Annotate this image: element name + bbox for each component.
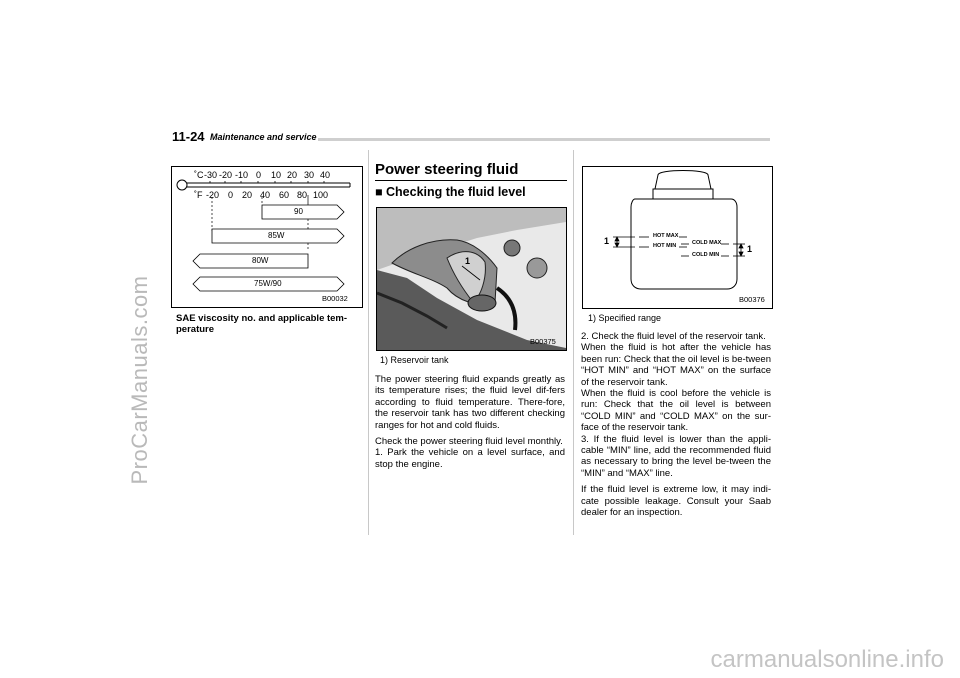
column-divider-1 (368, 150, 369, 535)
engine-bay-figure (376, 207, 567, 351)
celsius-unit: ˚C (194, 170, 204, 180)
celsius-tick: 10 (271, 170, 282, 180)
paragraph: 3. If the fluid level is lower than the appli-cable “MIN” line, add the recommended fluid as necessary to bring the level be-tween the “MIN” and “MAX” line. (581, 433, 771, 479)
subsection-title: ■ Checking the fluid level (375, 185, 526, 199)
title-rule (375, 180, 567, 181)
fahrenheit-tick: 100 (313, 190, 329, 200)
paragraph: 1. Park the vehicle on a level surface, and stop the engine. (375, 447, 565, 470)
fahrenheit-unit: ˚F (194, 190, 203, 200)
paragraph: 2. Check the fluid level of the reservoir tank. (581, 331, 766, 342)
column-divider-2 (573, 150, 574, 535)
header-rule (318, 138, 770, 141)
chart-caption: SAE viscosity no. and applicable tem-perature (176, 313, 348, 335)
paragraph: If the fluid level is extreme low, it may indi-cate possible leakage. Consult your Saab dealer for an inspection. (581, 484, 771, 519)
celsius-tick: -10 (235, 170, 249, 180)
paragraph: When the fluid is hot after the vehicle has been run: Check that the oil level is be-tween “HOT MIN” and “HOT MAX” on the surface of the reservoir tank. (581, 342, 771, 388)
celsius-tick: 0 (256, 170, 262, 180)
paragraph: When the fluid is cool before the vehicle is run: Check that the oil level is between “COLD MIN” and “COLD MAX” on the sur-face of the reservoir tank. (581, 388, 771, 434)
fahrenheit-tick: 80 (297, 190, 308, 200)
section-header: Maintenance and service (210, 132, 317, 142)
cold-min-label: COLD MIN (692, 252, 720, 258)
cold-max-label: COLD MAX (692, 240, 722, 246)
section-title: Power steering fluid (375, 161, 519, 178)
callout-1: 1 (465, 256, 471, 266)
paragraph: Check the power steering fluid level monthly. (375, 436, 563, 448)
page-number: 11-24 (172, 129, 205, 144)
celsius-tick: 30 (304, 170, 315, 180)
bottom-watermark: carmanualsonline.info (710, 646, 944, 673)
fahrenheit-tick: 20 (242, 190, 253, 200)
hot-max-label: HOT MAX (653, 233, 679, 239)
grade-label-85w: 85W (268, 231, 285, 240)
celsius-tick: -20 (219, 170, 233, 180)
celsius-tick: -30 (204, 170, 218, 180)
figure-legend: 1) Reservoir tank (380, 355, 449, 365)
right-body-text (581, 331, 771, 524)
viscosity-chart (171, 166, 363, 308)
middle-body-text (375, 374, 565, 475)
figure-code: B00032 (322, 294, 348, 303)
grade-label-90: 90 (294, 207, 303, 216)
callout-left: 1 (604, 236, 610, 246)
figure-code: B00376 (739, 295, 765, 304)
grade-label-80w: 80W (252, 256, 269, 265)
reservoir-tank-figure (582, 166, 773, 309)
grade-label-75w90: 75W/90 (254, 279, 282, 288)
fahrenheit-tick: -20 (206, 190, 220, 200)
figure-legend: 1) Specified range (588, 313, 662, 323)
hot-min-label: HOT MIN (653, 243, 677, 249)
side-watermark: ProCarManuals.com (127, 275, 152, 485)
callout-right: 1 (747, 244, 753, 254)
fahrenheit-tick: 0 (228, 190, 234, 200)
celsius-tick: 20 (287, 170, 298, 180)
fahrenheit-tick: 60 (279, 190, 290, 200)
figure-code: B00375 (530, 337, 556, 346)
paragraph: The power steering fluid expands greatly as its temperature rises; the fluid level dif-fers according to fluid temperature. There-fore, the reservoir tank has two different checking ranges for hot and cold fluids. (375, 374, 565, 431)
celsius-tick: 40 (320, 170, 331, 180)
fahrenheit-tick: 40 (260, 190, 271, 200)
